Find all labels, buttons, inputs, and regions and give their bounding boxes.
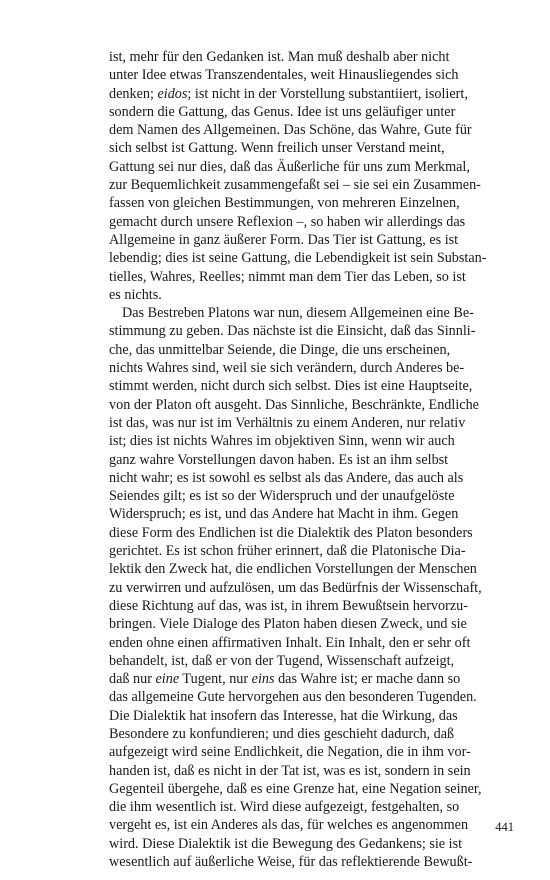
text-line: lektik den Zweck hat, die endlichen Vorstellungen der Menschen bbox=[109, 561, 477, 578]
text-line: wird. Diese Dialektik ist die Bewegung des Gedankens; sie ist bbox=[109, 835, 463, 852]
text-line: bringen. Viele Dialoge des Platon haben diesen Zweck, und sie bbox=[109, 616, 467, 633]
text-line: stimmt werden, nicht durch sich selbst. Dies ist eine Hauptseite, bbox=[109, 378, 473, 395]
text-line: vergeht es, ist ein Anderes als das, für welches es angenommen bbox=[109, 817, 469, 834]
text-line: es nichts. bbox=[109, 286, 162, 303]
text-line: zu verwirren und aufzulösen, um das Bedürfnis der Wissenschaft, bbox=[109, 579, 482, 596]
text-line: die ihm wesentlich ist. Wird diese aufgezeigt, festgehalten, so bbox=[109, 799, 460, 816]
text-line: Gattung sei nur dies, daß das Äußerliche für uns zum Merkmal, bbox=[109, 158, 470, 175]
text-line: Seiendes gilt; es ist so der Widerspruch und der unaufgelöste bbox=[109, 488, 455, 505]
text-line: che, das unmittelbar Seiende, die Dinge, die uns erscheinen, bbox=[109, 341, 451, 358]
text-line: Besondere zu konfundieren; und dies geschieht dadurch, daß bbox=[109, 725, 455, 742]
text-line: stimmung zu geben. Das nächste ist die Einsicht, daß das Sinnli- bbox=[109, 323, 476, 340]
text-line: von der Platon oft ausgeht. Das Sinnliche, Beschränkte, Endliche bbox=[109, 396, 479, 413]
text-line: behandelt, ist, daß er von der Tugend, Wissenschaft aufzeigt, bbox=[109, 652, 455, 669]
text-line: gemacht durch unsere Reflexion –, so haben wir allerdings das bbox=[109, 213, 466, 230]
text-line: unter Idee etwas Transzendentales, weit Hinausliegendes sich bbox=[109, 67, 459, 84]
text-line: fassen von gleichen Bestimmungen, von mehreren Einzelnen, bbox=[109, 195, 460, 212]
text-line: Die Dialektik hat insofern das Interesse, hat die Wirkung, das bbox=[109, 707, 458, 724]
text-line: daß nur eine Tugent, nur eins das Wahre ist; er mache dann so bbox=[109, 671, 461, 688]
text-line: enden ohne einen affirmativen Inhalt. Ein Inhalt, den er sehr oft bbox=[109, 634, 471, 651]
text-line: das allgemeine Gute hervorgehen aus den besonderen Tugenden. bbox=[109, 689, 477, 706]
text-line: ganz wahre Vorstellungen davon haben. Es ist an ihm selbst bbox=[109, 451, 449, 468]
text-line: handen ist, daß es nicht in der Tat ist, was es ist, sondern in sein bbox=[109, 762, 471, 779]
text-line: gerichtet. Es ist schon früher erinnert, daß die Platonische Dia- bbox=[109, 543, 466, 560]
text-line: zur Bequemlichkeit zusammengefaßt sei – sie sei ein Zusammen- bbox=[109, 177, 481, 194]
text-line: ist, mehr für den Gedanken ist. Man muß deshalb aber nicht bbox=[109, 49, 450, 65]
text-line: ist das, was nur ist im Verhältnis zu einem Anderen, nur relativ bbox=[109, 414, 466, 431]
text-line: denken; eidos; ist nicht in der Vorstellung substantiiert, isoliert, bbox=[109, 85, 468, 102]
text-line: aufgezeigt wird seine Endlichkeit, die Negation, die in ihm vor- bbox=[109, 744, 471, 761]
page-body bbox=[109, 48, 487, 871]
text-line: ist; dies ist nichts Wahres im objektiven Sinn, wenn wir auch bbox=[109, 433, 455, 450]
text-line: Widerspruch; es ist, und das Andere hat Macht in ihm. Gegen bbox=[109, 506, 459, 523]
text-line: diese Richtung auf das, was ist, in ihrem Bewußtsein hervorzu- bbox=[109, 597, 468, 614]
text-line: nichts Wahres sind, weil sie sich verändern, durch Anderes be- bbox=[109, 360, 465, 377]
text-line: nicht wahr; es ist sowohl es selbst als das Andere, das auch als bbox=[109, 469, 464, 486]
text-line: dem Namen des Allgemeinen. Das Schöne, das Wahre, Gute für bbox=[109, 122, 472, 139]
text-line: Allgemeine in ganz äußerer Form. Das Tier ist Gattung, es ist bbox=[109, 231, 459, 248]
text-line: sondern die Gattung, das Genus. Idee ist uns geläufiger unter bbox=[109, 103, 456, 120]
text-line: lebendig; dies ist seine Gattung, die Lebendigkeit ist sein Substan- bbox=[109, 250, 487, 267]
text-line: sich selbst ist Gattung. Wenn freilich unser Verstand meint, bbox=[109, 140, 445, 157]
page-number: 441 bbox=[495, 820, 514, 834]
text-line: diese Form des Endlichen ist die Dialektik des Platon besonders bbox=[109, 524, 473, 541]
text-line: tielles, Wahres, Reelles; nimmt man dem Tier das Leben, so ist bbox=[109, 268, 466, 285]
text-line: wesentlich auf äußerliche Weise, für das reflektierende Bewußt- bbox=[109, 854, 473, 871]
text-line: Das Bestreben Platons war nun, diesem Allgemeinen eine Be- bbox=[122, 305, 474, 322]
text-line: Gegenteil übergehe, daß es eine Grenze hat, eine Negation seiner, bbox=[109, 780, 482, 797]
